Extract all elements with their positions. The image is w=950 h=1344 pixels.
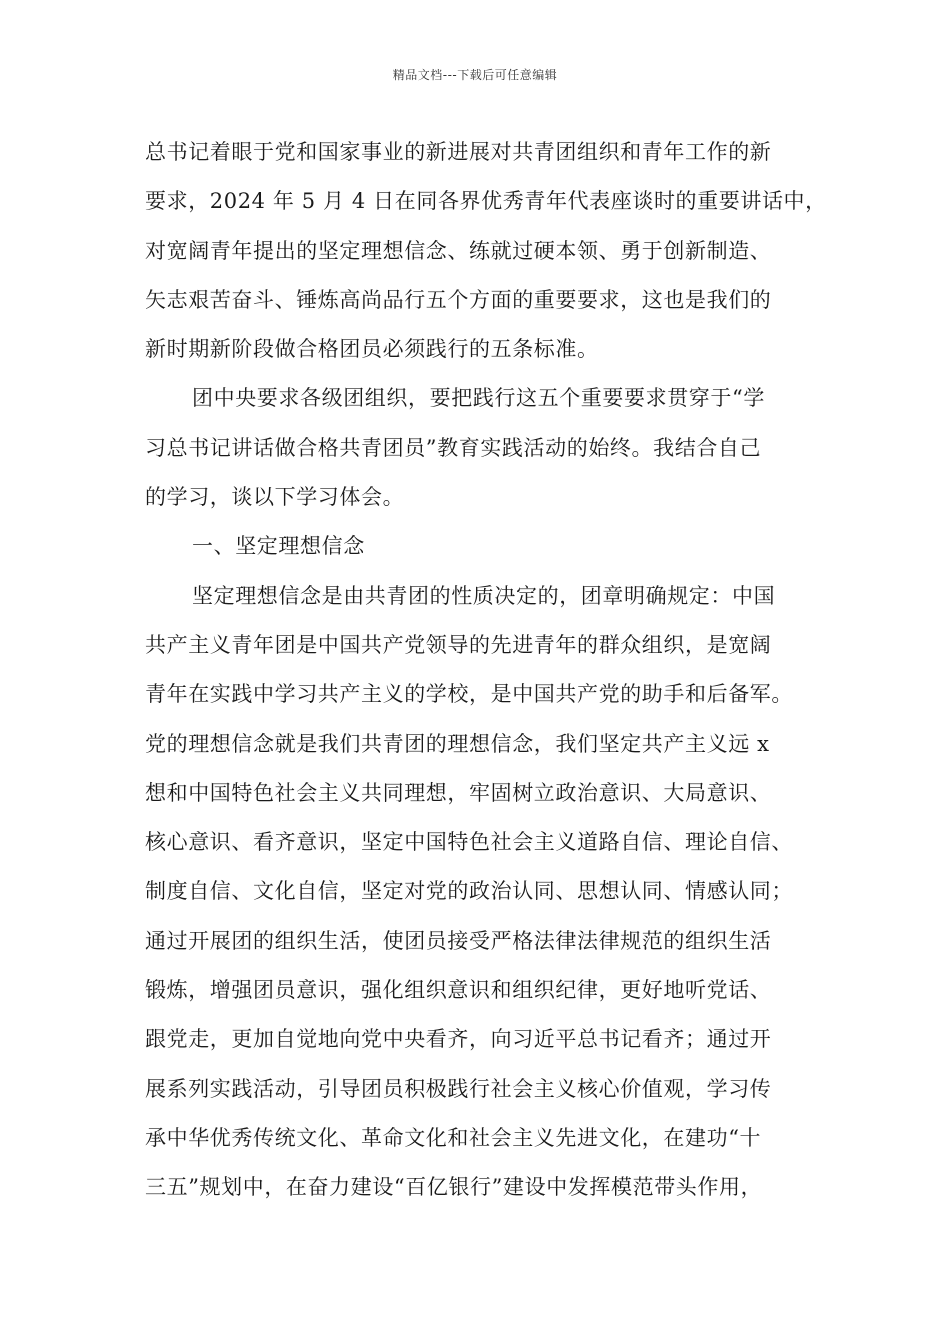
text-line: 的学习，谈以下学习体会。 — [145, 485, 405, 510]
section-heading: 一、坚定理想信念 — [192, 534, 365, 559]
text-line: 青年在实践中学习共产主义的学校，是中国共产党的助手和后备军。 — [145, 682, 793, 707]
text-line: 核心意识、看齐意识，坚定中国特色社会主义道路自信、理论自信、 — [145, 830, 793, 855]
paragraph-first-line: 团中央要求各级团组织，要把践行这五个重要要求贯穿于“学 — [192, 386, 765, 411]
document-body — [145, 128, 825, 1213]
text-line: 展系列实践活动，引导团员积极践行社会主义核心价值观，学习传 — [145, 1076, 772, 1101]
text-line: 新时期新阶段做合格团员必须践行的五条标准。 — [145, 337, 599, 362]
text-line: 锻炼，增强团员意识，强化组织意识和组织纪律，更好地听党话、 — [145, 978, 772, 1003]
text-line: 习总书记讲话做合格共青团员”教育实践活动的始终。我结合自己 — [145, 435, 762, 460]
text-line: 矢志艰苦奋斗、锤炼高尚品行五个方面的重要要求，这也是我们的 — [145, 287, 772, 312]
text-line: 跟党走，更加自觉地向党中央看齐，向习近平总书记看齐；通过开 — [145, 1027, 772, 1052]
text-line: 想和中国特色社会主义共同理想，牢固树立政治意识、大局意识、 — [145, 780, 772, 805]
text-line: 通过开展团的组织生活，使团员接受严格法律法律规范的组织生活 — [145, 928, 772, 953]
text-line: 共产主义青年团是中国共产党领导的先进青年的群众组织，是宽阔 — [145, 632, 772, 657]
text-line: 总书记着眼于党和国家事业的新进展对共青团组织和青年工作的新 — [145, 140, 772, 164]
page-header: 精品文档---下载后可任意编辑 — [392, 68, 558, 82]
paragraph-first-line: 坚定理想信念是由共青团的性质决定的，团章明确规定：中国 — [192, 583, 776, 608]
text-line: 三五”规划中，在奋力建设“百亿银行”建设中发挥模范带头作用， — [145, 1175, 763, 1200]
text-line: 对宽阔青年提出的坚定理想信念、练就过硬本领、勇于创新制造、 — [145, 238, 772, 263]
text-line: 承中华优秀传统文化、革命文化和社会主义先进文化，在建功“十 — [145, 1125, 762, 1150]
text-line: 党的理想信念就是我们共青团的理想信念，我们坚定共产主义远 x — [145, 731, 770, 756]
text-line: 制度自信、文化自信，坚定对党的政治认同、思想认同、情感认同； — [145, 879, 793, 904]
text-line: 要求，2024 年 5 月 4 日在同各界优秀青年代表座谈时的重要讲话中， — [145, 189, 827, 214]
